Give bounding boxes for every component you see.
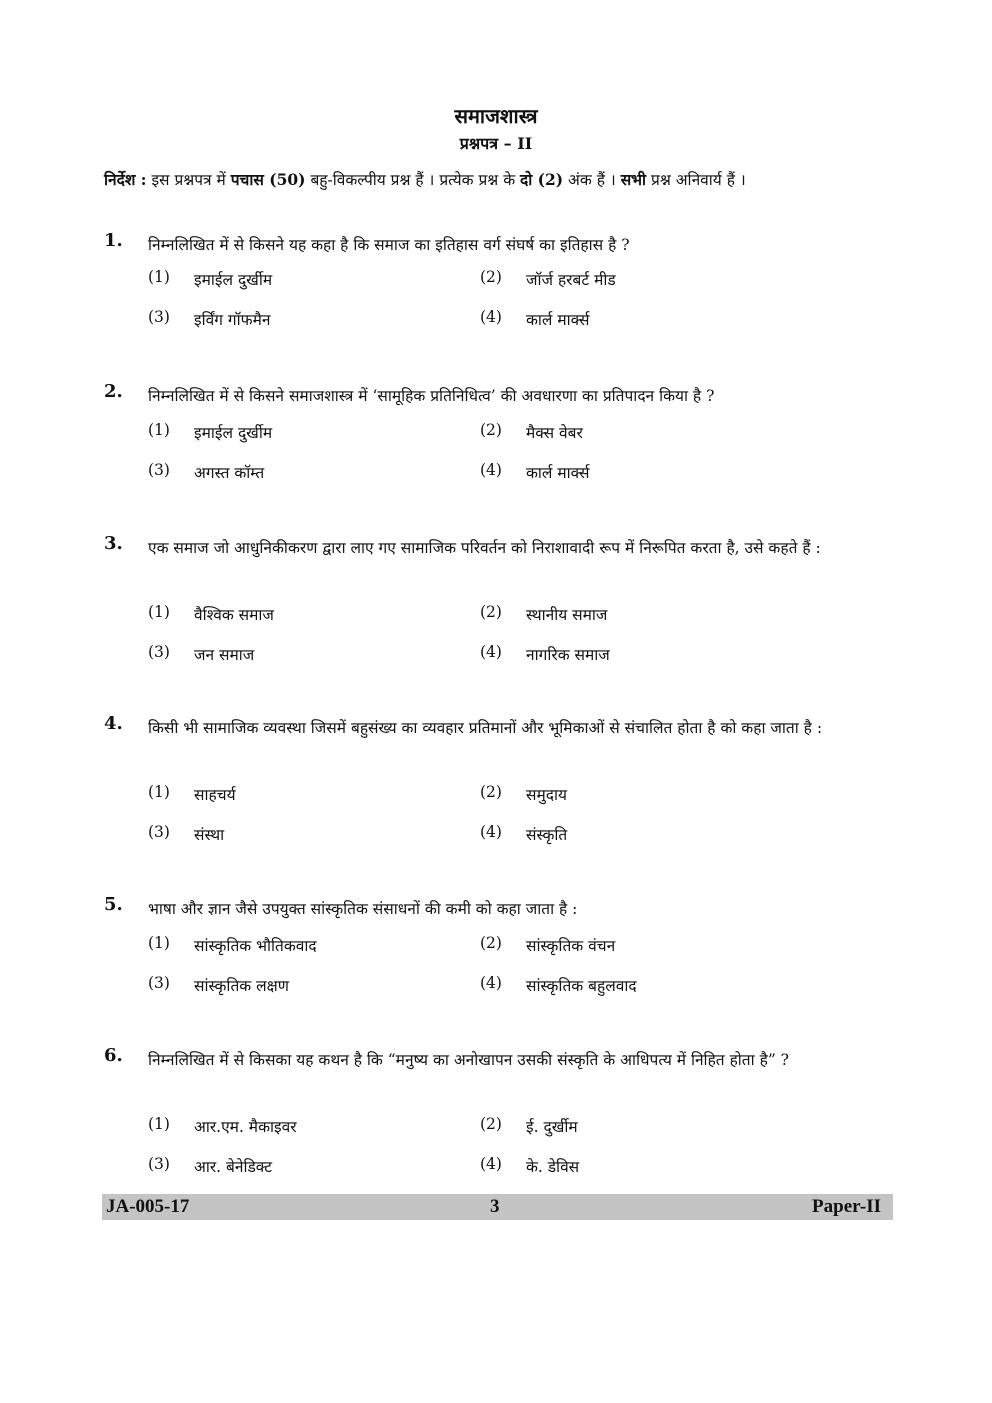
- option-number: (1): [148, 783, 170, 801]
- option-text: जॉर्ज हरबर्ट मीड: [526, 271, 616, 289]
- instructions: [104, 168, 884, 190]
- question-text: किसी भी सामाजिक व्यवस्था जिसमें बहुसंख्य का व्यवहार प्रतिमानों और भूमिकाओं से संचालित होता है को कहा जाता है :: [148, 719, 823, 737]
- option-text: अगस्त कॉम्त: [194, 464, 265, 482]
- question-text: भाषा और ज्ञान जैसे उपयुक्त सांस्कृतिक संसाधनों की कमी को कहा जाता है :: [148, 900, 578, 918]
- option-number: (1): [148, 421, 170, 439]
- instructions-part2: बहु-विकल्पीय प्रश्न हैं । प्रत्येक प्रश्न के: [305, 171, 521, 189]
- instructions-bold3: सभी: [620, 170, 647, 189]
- option-text: साहचर्य: [194, 786, 236, 804]
- option-text: सांस्कृतिक बहुलवाद: [526, 977, 637, 995]
- option-number: (3): [148, 643, 170, 661]
- option-number: (3): [148, 1155, 170, 1173]
- page-number: 3: [490, 1196, 500, 1217]
- option-text: मैक्स वेबर: [526, 424, 583, 442]
- option-number: (4): [480, 974, 502, 992]
- option-number: (2): [480, 1115, 502, 1133]
- page-title: समाजशास्त्र: [454, 104, 538, 128]
- option-number: (2): [480, 603, 502, 621]
- option-text: इर्विंग गॉफमैन: [194, 311, 271, 329]
- option-number: (4): [480, 823, 502, 841]
- question-number: 6.: [104, 1045, 123, 1066]
- option-text: सांस्कृतिक लक्षण: [194, 977, 289, 995]
- question-number: 4.: [104, 713, 123, 734]
- option-text: आर.एम. मैकाइवर: [194, 1118, 297, 1136]
- option-number: (3): [148, 974, 170, 992]
- option-text: स्थानीय समाज: [526, 606, 608, 624]
- question-text: निम्नलिखित में से किसका यह कथन है कि “मनुष्य का अनोखापन उसकी संस्कृति के आधिपत्य में निहित होता है” ?: [148, 1051, 789, 1069]
- paper-label: Paper-II: [812, 1196, 881, 1217]
- option-text: नागरिक समाज: [526, 646, 610, 664]
- question-number: 1.: [104, 230, 123, 251]
- option-text: संस्कृति: [526, 826, 568, 844]
- option-number: (4): [480, 461, 502, 479]
- option-text: जन समाज: [194, 646, 255, 664]
- question-number: 5.: [104, 894, 123, 915]
- page-footer: [102, 1194, 893, 1220]
- option-text: आर. बेनेडिक्ट: [194, 1158, 273, 1176]
- option-number: (3): [148, 461, 170, 479]
- option-text: संस्था: [194, 826, 225, 844]
- question-text: एक समाज जो आधुनिकीकरण द्वारा लाए गए सामाजिक परिवर्तन को निराशावादी रूप में निरूपित करता है, उसे कहते हैं :: [148, 539, 821, 557]
- question-number: 2.: [104, 381, 123, 402]
- instructions-bold2: दो (2): [520, 170, 564, 189]
- option-text: सांस्कृतिक वंचन: [526, 937, 616, 955]
- instructions-bold1: पचास (50): [230, 170, 306, 189]
- option-text: समुदाय: [526, 786, 567, 804]
- option-number: (1): [148, 1115, 170, 1133]
- option-number: (4): [480, 643, 502, 661]
- option-number: (2): [480, 783, 502, 801]
- paper-subtitle: प्रश्नपत्र – II: [459, 134, 533, 153]
- option-text: के. डेविस: [526, 1158, 580, 1176]
- option-number: (3): [148, 823, 170, 841]
- instructions-part1: इस प्रश्नपत्र में: [146, 171, 231, 189]
- option-text: वैश्विक समाज: [194, 606, 274, 624]
- instructions-label: निर्देश :: [104, 170, 147, 189]
- question-number: 3.: [104, 533, 123, 554]
- option-number: (4): [480, 1155, 502, 1173]
- option-text: कार्ल मार्क्स: [526, 464, 590, 482]
- option-number: (2): [480, 268, 502, 286]
- option-text: सांस्कृतिक भौतिकवाद: [194, 937, 317, 955]
- question-text: निम्नलिखित में से किसने समाजशास्त्र में ‘सामूहिक प्रतिनिधित्व’ की अवधारणा का प्रतिपादन किया है ?: [148, 387, 715, 405]
- option-text: ई. दुर्खीम: [526, 1118, 578, 1136]
- option-number: (1): [148, 603, 170, 621]
- option-text: इमाईल दुर्खीम: [194, 271, 273, 289]
- option-text: कार्ल मार्क्स: [526, 311, 590, 329]
- instructions-part3: अंक हैं ।: [563, 171, 621, 189]
- option-number: (2): [480, 934, 502, 952]
- option-number: (3): [148, 308, 170, 326]
- exam-code: JA-005-17: [106, 1196, 190, 1217]
- option-text: इमाईल दुर्खीम: [194, 424, 273, 442]
- option-number: (2): [480, 421, 502, 439]
- instructions-part4: प्रश्न अनिवार्य हैं ।: [646, 171, 746, 189]
- question-text: निम्नलिखित में से किसने यह कहा है कि समाज का इतिहास वर्ग संघर्ष का इतिहास है ?: [148, 236, 630, 254]
- option-number: (4): [480, 308, 502, 326]
- option-number: (1): [148, 934, 170, 952]
- option-number: (1): [148, 268, 170, 286]
